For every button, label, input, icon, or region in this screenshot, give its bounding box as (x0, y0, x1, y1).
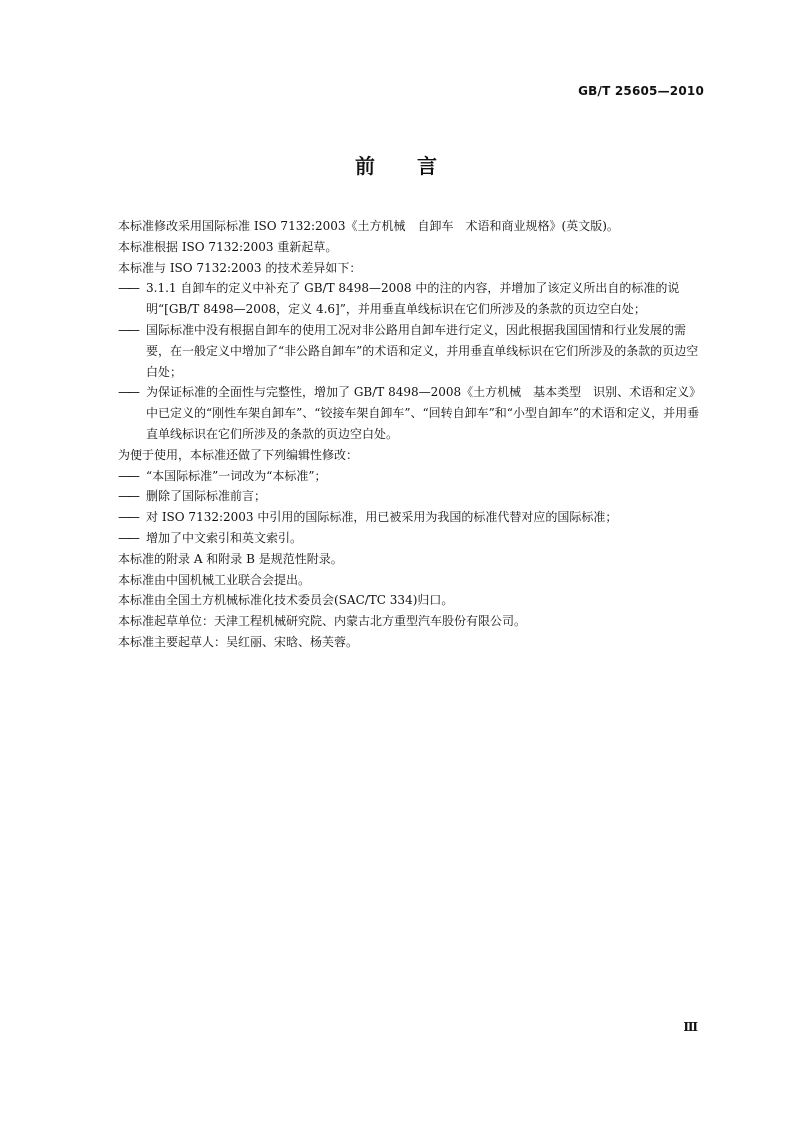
page-title (0, 150, 794, 179)
paragraph-redrafted: 本标准根据 ISO 7132:2003 重新起草。 (118, 239, 338, 254)
paragraph-drafting-units: 本标准起草单位：天津工程机械研究院、内蒙古北方重型汽车股份有限公司。 (118, 614, 527, 629)
paragraph-differences-intro: 本标准与 ISO 7132:2003 的技术差异如下： (118, 260, 362, 275)
list-item (118, 507, 708, 528)
list-item-text: 对 ISO 7132:2003 中引用的国际标准，用已被采用为我国的标准代替对应的国际标准； (146, 510, 618, 525)
list-item (118, 528, 708, 549)
paragraph-annexes: 本标准的附录 A 和附录 B 是规范性附录。 (118, 551, 343, 566)
dash-marker: —— (118, 530, 138, 545)
paragraph-editorial-intro: 为便于使用，本标准还做了下列编辑性修改： (118, 447, 359, 462)
foreword-body (118, 216, 708, 653)
dash-marker: —— (118, 489, 138, 504)
list-item-text: 增加了中文索引和英文索引。 (146, 530, 303, 545)
list-item (118, 466, 708, 487)
paragraph-committee: 本标准由全国土方机械标准化技术委员会(SAC/TC 334)归口。 (118, 593, 454, 608)
list-item-text: “本国际标准”一词改为“本标准”； (146, 468, 327, 483)
standard-code: GB/T 25605—2010 (578, 84, 704, 98)
dash-marker: —— (118, 281, 138, 296)
paragraph-proposer: 本标准由中国机械工业联合会提出。 (118, 572, 311, 587)
list-item (118, 382, 708, 444)
list-item (118, 278, 708, 320)
list-item (118, 320, 708, 382)
paragraph-drafters: 本标准主要起草人：吴红丽、宋晗、杨芙蓉。 (118, 634, 359, 649)
list-item-text: 为保证标准的全面性与完整性，增加了 GB/T 8498—2008《土方机械 基本类型 识别、术语和定义》中已定义的“刚性车架自卸车”、“铰接车架自卸车”、“回转自卸车”和“小型自卸车”的术语和定义，并用垂直单线标识在它们所涉及的条款的页边空白处。 (146, 385, 702, 441)
dash-marker: —— (118, 468, 138, 483)
dash-marker: —— (118, 385, 138, 400)
list-item-text: 国际标准中没有根据自卸车的使用工况对非公路用自卸车进行定义，因此根据我国国情和行业发展的需要，在一般定义中增加了“非公路自卸车”的术语和定义，并用垂直单线标识在它们所涉及的条款的页边空白处； (146, 322, 699, 379)
list-item-text: 删除了国际标准前言； (146, 489, 267, 504)
paragraph-adoption: 本标准修改采用国际标准 ISO 7132:2003《土方机械 自卸车 术语和商业规格》(英文版)。 (118, 219, 619, 233)
list-item-text: 3.1.1 自卸车的定义中补充了 GB/T 8498—2008 中的注的内容，并增加了该定义所出自的标准的说明“[GB/T 8498—2008，定义 4.6]”，并用垂直单线标识在它们所涉及的条款的页边空白处； (146, 281, 680, 317)
list-item (118, 486, 708, 507)
dash-marker: —— (118, 510, 138, 525)
page-number: Ⅲ (683, 1020, 698, 1034)
title-char-1: 前 (355, 154, 377, 178)
title-char-2: 言 (417, 154, 439, 178)
dash-marker: —— (118, 322, 138, 337)
